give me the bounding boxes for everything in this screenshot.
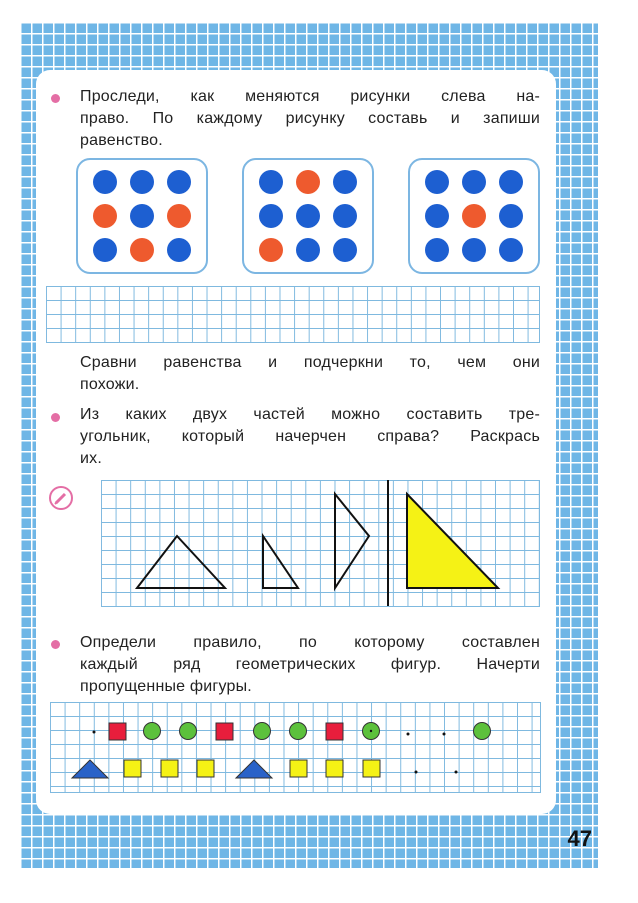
blue-dot — [499, 204, 523, 228]
yellow-square — [290, 760, 307, 777]
task2-line3: их. — [80, 450, 102, 467]
bullet-task2 — [51, 413, 60, 422]
blue-dot — [93, 170, 117, 194]
triangle-part-3 — [335, 494, 369, 588]
task2-line2: угольник, который начерчен справа? Раскрась — [80, 428, 540, 445]
task3-line1: Определи правило, по которому составлен — [80, 634, 540, 651]
dot-pattern-1 — [78, 160, 206, 272]
blue-dot — [425, 204, 449, 228]
yellow-square — [326, 760, 343, 777]
blue-dot — [259, 204, 283, 228]
dot-card-2 — [242, 158, 374, 274]
red-dot — [462, 204, 486, 228]
red-square — [216, 723, 233, 740]
blue-dot — [167, 170, 191, 194]
blue-dot — [130, 204, 154, 228]
empty-dot — [407, 733, 410, 736]
bullet-task1 — [51, 94, 60, 103]
blue-dot — [499, 170, 523, 194]
compare-line2: похожи. — [80, 376, 140, 393]
blue-dot — [333, 238, 357, 262]
red-square — [326, 723, 343, 740]
dot-card-1 — [76, 158, 208, 274]
dot-pattern-3 — [410, 160, 538, 272]
yellow-triangle — [407, 494, 498, 588]
yellow-square — [197, 760, 214, 777]
red-dot — [93, 204, 117, 228]
page-number: 47 — [567, 826, 592, 851]
blue-dot — [462, 170, 486, 194]
yellow-square — [363, 760, 380, 777]
green-circle — [254, 723, 271, 740]
dot-card-3 — [408, 158, 540, 274]
empty-dot — [370, 730, 372, 732]
red-dot — [259, 238, 283, 262]
triangle-part-1 — [137, 536, 225, 588]
shape-pattern — [50, 702, 542, 794]
yellow-square — [161, 760, 178, 777]
pencil-icon — [48, 485, 74, 511]
workbook-page — [36, 70, 556, 814]
blue-dot — [296, 238, 320, 262]
blue-dot — [167, 238, 191, 262]
empty-dot — [93, 731, 96, 734]
bullet-task3 — [51, 640, 60, 649]
green-circle — [180, 723, 197, 740]
blue-dot — [499, 238, 523, 262]
blue-triangle — [72, 760, 108, 778]
green-circle — [474, 723, 491, 740]
empty-dot — [415, 771, 418, 774]
green-circle — [144, 723, 161, 740]
yellow-square — [124, 760, 141, 777]
blue-dot — [130, 170, 154, 194]
green-circle — [290, 723, 307, 740]
red-dot — [130, 238, 154, 262]
task1-line1: Проследи, как меняются рисунки слева на- — [80, 88, 540, 105]
blue-dot — [425, 238, 449, 262]
task1-line2: право. По каждому рисунку составь и запиши — [80, 110, 540, 127]
empty-dot — [443, 733, 446, 736]
task1-line3: равенство. — [80, 132, 163, 149]
blue-dot — [259, 170, 283, 194]
blue-dot — [425, 170, 449, 194]
task3-line3: пропущенные фигуры. — [80, 678, 252, 695]
blue-dot — [296, 204, 320, 228]
red-dot — [296, 170, 320, 194]
triangle-part-2 — [263, 536, 298, 588]
task2-line1: Из каких двух частей можно составить тре- — [80, 406, 540, 423]
task3-line2: каждый ряд геометрических фигур. Начерти — [80, 656, 540, 673]
triangle-drawings — [101, 480, 541, 608]
red-dot — [167, 204, 191, 228]
blue-dot — [93, 238, 117, 262]
answer-grid-1[interactable] — [46, 286, 540, 343]
dot-pattern-2 — [244, 160, 372, 272]
blue-triangle — [236, 760, 272, 778]
blue-dot — [333, 170, 357, 194]
red-square — [109, 723, 126, 740]
blue-dot — [333, 204, 357, 228]
compare-line1: Сравни равенства и подчеркни то, чем они — [80, 354, 540, 371]
empty-dot — [455, 771, 458, 774]
blue-dot — [462, 238, 486, 262]
